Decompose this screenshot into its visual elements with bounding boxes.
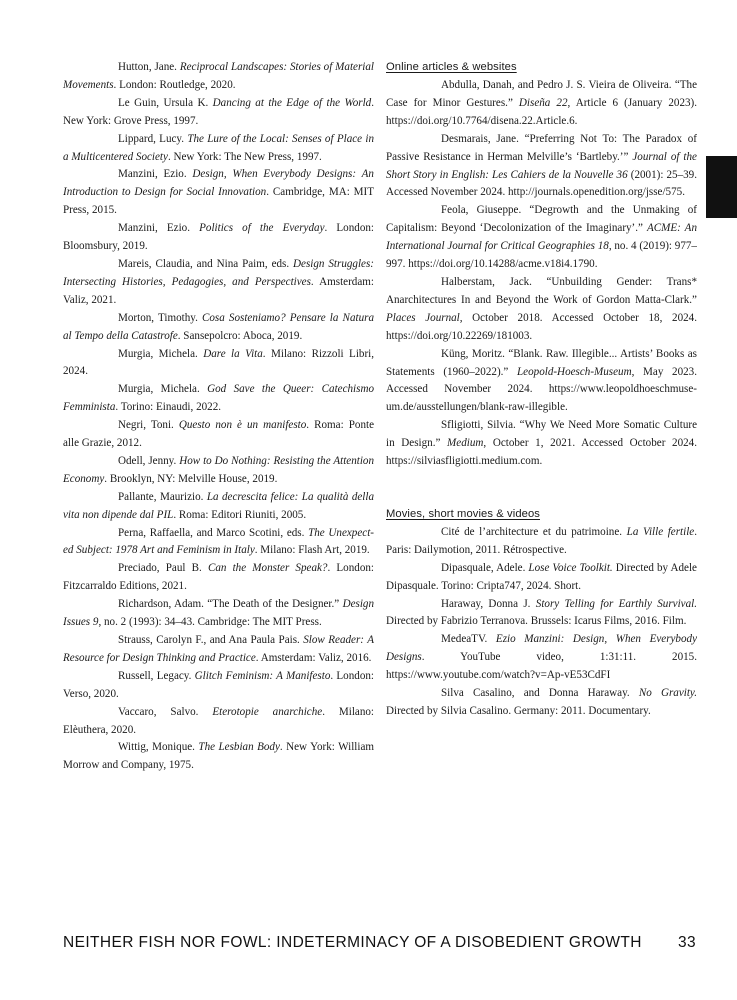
entry-author: Richardson, Adam. “The Death of the Designer.” <box>118 598 343 611</box>
online-articles-heading: Online articles & websites <box>386 61 517 73</box>
entry-publication: , no. 4 (2019): 977–997. https://doi.org/10.14288/acme.v18i4.1790. <box>386 240 697 271</box>
bibliography-entry <box>386 524 697 560</box>
entry-title: Design Issues 9 <box>63 598 374 629</box>
page-number: 33 <box>677 934 696 951</box>
bibliography-entry <box>386 560 697 596</box>
entry-publication: . Torino: Einaudi, 2022. <box>115 401 222 414</box>
bibliography-entry <box>63 256 374 310</box>
bibliography-entry <box>63 59 374 95</box>
entry-author: Cité de l’architecture et du patrimoine. <box>441 525 627 538</box>
entry-publication: . New York: William Morrow and Company, 1975. <box>63 741 374 772</box>
entry-author: Wittig, Monique. <box>118 741 199 754</box>
entry-publication: Directed by Fabrizio Terranova. Brussels: Icarus Films, 2016. Film. <box>386 615 687 628</box>
movies-heading: Movies, short movies & videos <box>386 507 540 520</box>
entry-title: Diseña 22 <box>518 96 568 109</box>
bibliography-entry <box>386 77 697 131</box>
entry-publication: , May 2023. Accessed November 2024. https://www.leopoldhoeschmuseum.de/ausstellungen/blank-raw-illegible. <box>386 365 697 414</box>
entry-author: Haraway, Donna J. <box>441 597 536 610</box>
entry-author: Lippard, Lucy. <box>118 132 188 145</box>
running-title: NEITHER FISH NOR FOWL: INDETERMINACY OF A DISOBEDIENT GROWTH <box>63 934 642 951</box>
bibliography-entry <box>63 310 374 346</box>
entry-title: Politics of the Everyday <box>199 222 325 235</box>
entry-author: Perna, Raffaella, and Marco Scotini, eds. <box>118 526 309 539</box>
entry-title: Glitch Feminism: A Manifesto <box>194 669 331 682</box>
entry-title: Design, When Everybody Designs: An Introduction to Design for Social Innovation <box>63 168 374 199</box>
entry-title: Reciprocal Landscapes: Stories of Material Movements <box>63 61 375 91</box>
entry-title: God Save the Queer: Catechismo Femminista <box>63 383 374 414</box>
entry-author: Desmarais, Jane. “Preferring Not To: The Paradox of Passive Resistance in Herman Melville’s ‘Bartleby.’” <box>386 132 697 163</box>
bibliography-entry <box>63 453 374 489</box>
entry-publication: . Roma: Editori Riuniti, 2005. <box>173 508 307 521</box>
entry-publication: . Milano: Rizzoli Libri, 2024. <box>63 347 375 378</box>
entry-title: Lose Voice Toolkit. <box>528 561 613 574</box>
section-spacer <box>386 471 697 506</box>
entry-author: MedeaTV. <box>441 633 496 646</box>
entry-title: Medium <box>447 437 484 450</box>
entry-author: Murgia, Michela. <box>118 347 204 360</box>
entry-author: Dipasquale, Adele. <box>441 561 529 574</box>
entry-publication: . Sansepolcro: Aboca, 2019. <box>177 329 303 342</box>
entry-title: Dancing at the Edge of the World <box>212 96 372 109</box>
entry-publication: . London: Bloomsbury, 2019. <box>63 222 375 253</box>
entry-publication: . Milano: Elèuthera, 2020. <box>63 705 374 736</box>
entry-publication: Directed by Adele Dipasquale. Torino: Cripta747, 2024. Short. <box>386 561 697 592</box>
entry-author: Halberstam, Jack. “Unbuilding Gender: Trans* Anarchitectures In and Beyond the Work of Gordon Matta-Clark.” <box>386 275 697 306</box>
entry-title: Ezio Manzini: Design, When Everybody Designs <box>386 633 697 664</box>
entry-publication: . London: Routledge, 2020. <box>113 78 236 91</box>
entry-title: La Ville fertile <box>626 525 695 538</box>
entry-author: Mareis, Claudia, and Nina Paim, eds. <box>118 257 294 270</box>
bibliography-entry <box>63 166 374 220</box>
entry-author: Odell, Jenny. <box>118 454 180 467</box>
entry-title: Can the Monster Speak? <box>207 562 328 575</box>
bibliography-entry <box>386 131 697 203</box>
entry-author: Küng, Moritz. “Blank. Raw. Illegible... Artists’ Books as Statements (1960–2022).” <box>386 347 697 378</box>
bibliography-entry <box>63 704 374 740</box>
bibliography-entry <box>63 596 374 632</box>
entry-publication: . Cambridge, MA: MIT Press, 2015. <box>63 186 374 217</box>
bibliography-entry <box>63 525 374 561</box>
entry-title: Questo non è un manifesto <box>178 419 307 432</box>
entry-author: Pallante, Maurizio. <box>118 490 207 503</box>
entry-title: How to Do Nothing: Resisting the Attention Economy <box>63 454 374 485</box>
entry-title: La decrescita felice: La qualità della vita non dipende dal PIL <box>63 490 374 521</box>
bibliography-entry <box>63 489 374 525</box>
bibliography-entry <box>386 596 697 632</box>
bibliography-online-media-column <box>386 59 697 721</box>
entry-title: No Gravity. <box>638 687 697 700</box>
page-footer <box>63 934 696 952</box>
entry-author: Hutton, Jane. <box>118 61 180 73</box>
entry-publication: Directed by Silvia Casalino. Germany: 2011. Documentary. <box>386 705 651 717</box>
entry-author: Abdulla, Danah, and Pedro J. S. Vieira de Oliveira. “The Case for Minor Gestures.” <box>386 79 697 109</box>
bibliography-entry <box>386 202 697 274</box>
entry-title: Slow Reader: A Resource for Design Thinking and Practice <box>63 634 375 664</box>
bibliography-entry <box>63 739 374 775</box>
entry-publication: . London: Fitzcarraldo Editions, 2021. <box>63 562 375 593</box>
bibliography-entry <box>386 631 697 685</box>
entry-author: Le Guin, Ursula K. <box>118 96 213 109</box>
entry-publication: October 2018. Accessed October 18, 2024. https://doi.org/10.22269/181003. <box>386 311 697 342</box>
bibliography-entry <box>63 220 374 256</box>
entry-publication: , October 1, 2021. Accessed October 2024. https://silviasfligiotti.medium.com. <box>386 437 697 468</box>
entry-author: Negri, Toni. <box>118 419 179 432</box>
entry-publication: . Milano: Flash Art, 2019. <box>254 544 370 557</box>
bibliography-entry <box>386 346 697 418</box>
entry-publication: . New York: Grove Press, 1997. <box>63 96 374 127</box>
entry-publication: , no. 2 (1993): 34–43. Cambridge: The MIT Press. <box>98 616 322 629</box>
entry-publication: . Paris: Dailymotion, 2011. Rétrospective. <box>386 525 698 556</box>
bibliography-entry <box>63 560 374 596</box>
bibliography-entry <box>63 95 374 131</box>
entry-author: Preciado, Paul B. <box>118 562 208 575</box>
entry-author: Silva Casalino, and Donna Haraway. <box>441 687 639 700</box>
entry-title: Places Journal, <box>386 311 463 324</box>
entry-author: Manzini, Ezio. <box>118 222 200 235</box>
entry-publication: (2001): 25–39. Accessed November 2024. http://journals.openedition.org/jsse/575. <box>386 168 697 199</box>
bibliography-entry <box>386 417 697 471</box>
entry-publication: . Roma: Ponte alle Grazie, 2012. <box>63 419 374 450</box>
entry-title: ACME: An International Journal for Critical Geographies 18 <box>386 222 697 253</box>
entry-title: Journal of the Short Story in English: Les Cahiers de la Nouvelle 36 <box>386 150 697 181</box>
bibliography-entry <box>386 685 697 721</box>
entry-author: Feola, Giuseppe. “Degrowth and the Unmaking of Capitalism: Beyond ‘Decolonization of the Imaginary’.” <box>386 204 697 235</box>
bibliography-entry <box>63 346 374 382</box>
bibliography-entry <box>63 632 374 668</box>
entry-author: Strauss, Carolyn F., and Ana Paula Pais. <box>118 634 304 646</box>
entry-title: Dare la Vita <box>203 347 263 360</box>
entry-publication: . YouTube video, 1:31:11. 2015. https://www.youtube.com/watch?v=Ap-vE53CdFI <box>386 651 697 682</box>
entry-title: Eterotopie anarchiche <box>212 705 323 718</box>
entry-title: Story Telling for Earthly Survival. <box>535 597 697 610</box>
entry-title: The Unexpected Subject: 1978 Art and Feminism in Italy <box>63 526 374 557</box>
entry-title: Cosa Sosteniamo? Pensare la Natura al Tempo della Catastrofe <box>63 311 374 342</box>
entry-author: Morton, Timothy. <box>118 311 202 324</box>
bibliography-entry <box>63 131 374 167</box>
chapter-tab-marker <box>706 156 737 218</box>
bibliography-entry <box>386 274 697 346</box>
entry-publication: , Article 6 (January 2023). https://doi.org/10.7764/disena.22.Article.6. <box>386 96 698 127</box>
online-articles-list <box>386 77 697 471</box>
bibliography-entry <box>63 417 374 453</box>
entry-author: Russell, Legacy. <box>118 669 195 682</box>
entry-publication: . London: Verso, 2020. <box>63 669 375 700</box>
entry-title: The Lure of the Local: Senses of Place in a Multicentered Society <box>63 132 374 163</box>
entry-publication: . Amsterdam: Valiz, 2021. <box>63 275 374 306</box>
entry-title: Design Struggles: Intersecting Histories, Pedagogies, and Perspectives <box>63 257 374 288</box>
entry-author: Manzini, Ezio. <box>118 168 193 181</box>
entry-publication: . Brooklyn, NY: Melville House, 2019. <box>104 472 278 485</box>
entry-author: Vaccaro, Salvo. <box>118 705 213 718</box>
entry-author: Murgia, Michela. <box>118 383 208 396</box>
entry-author: Sfligiotti, Silvia. “Why We Need More Somatic Culture in Design.” <box>386 419 697 450</box>
entry-title: The Lesbian Body <box>198 741 280 754</box>
bibliography-entry <box>63 381 374 417</box>
bibliography-entry <box>63 668 374 704</box>
entry-publication: . Amsterdam: Valiz, 2016. <box>255 651 372 664</box>
entry-publication: . New York: The New Press, 1997. <box>167 150 322 163</box>
entry-title: Leopold-Hoesch-Museum <box>517 365 632 378</box>
movies-list <box>386 524 697 721</box>
bibliography-books-column <box>63 59 374 775</box>
